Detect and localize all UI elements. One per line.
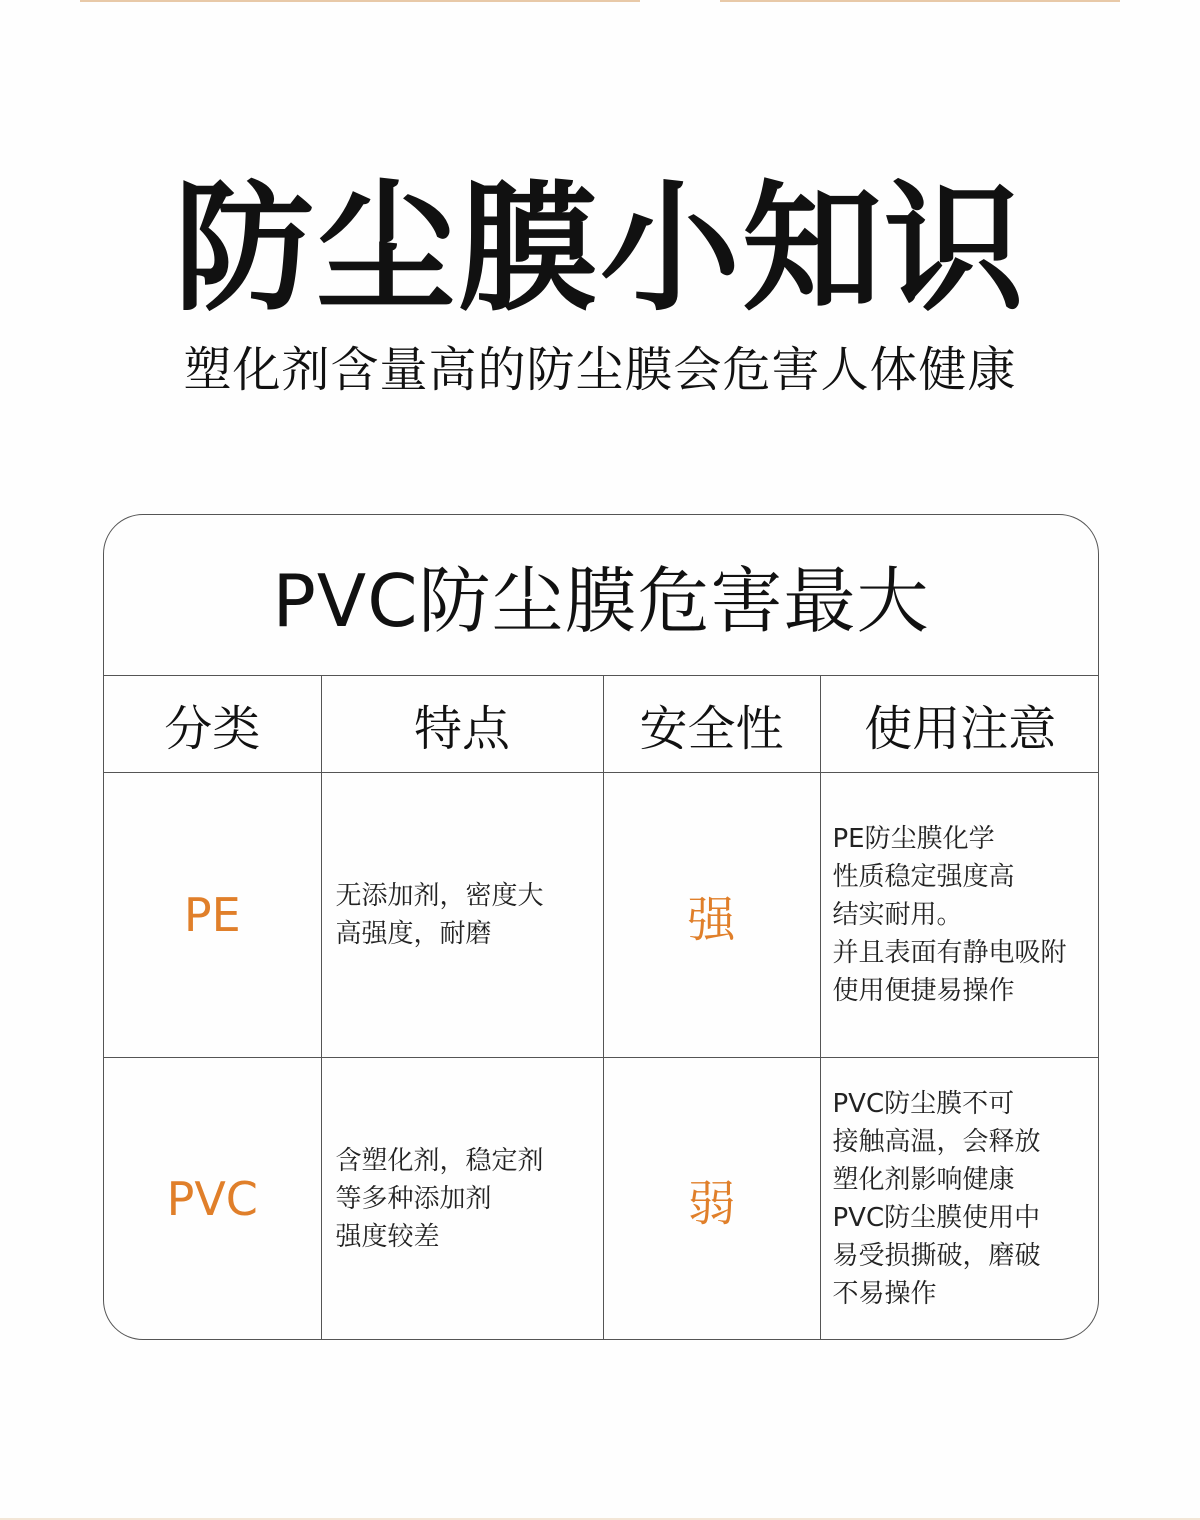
feature-line: 高强度，耐磨 xyxy=(335,919,492,949)
table-header-row xyxy=(104,676,1099,773)
category-cell: PVC xyxy=(104,1058,321,1341)
top-decor-line-right xyxy=(720,0,1120,2)
features-cell xyxy=(321,1058,603,1341)
note-line: 不易操作 xyxy=(832,1279,937,1309)
note-line: 性质稳定强度高 xyxy=(832,862,1015,892)
feature-line: 等多种添加剂 xyxy=(335,1184,492,1214)
column-header-category: 分类 xyxy=(104,676,321,773)
note-line: 塑化剂影响健康 xyxy=(832,1165,1015,1195)
feature-line: 强度较差 xyxy=(335,1222,440,1252)
features-cell xyxy=(321,773,603,1058)
note-line: 结实耐用。 xyxy=(832,900,963,930)
note-line: 易受损撕破，磨破 xyxy=(832,1241,1041,1271)
table-row xyxy=(104,1058,1099,1341)
safety-cell: 弱 xyxy=(603,1058,820,1341)
comparison-card xyxy=(103,514,1099,1340)
note-line: PVC防尘膜不可 xyxy=(832,1089,1015,1119)
page-subtitle: 塑化剂含量高的防尘膜会危害人体健康 xyxy=(183,342,1017,398)
feature-line: 无添加剂，密度大 xyxy=(335,881,544,911)
comparison-table xyxy=(104,676,1099,1340)
category-cell: PE xyxy=(104,773,321,1058)
notes-cell xyxy=(820,773,1099,1058)
note-line: 并且表面有静电吸附 xyxy=(832,938,1067,968)
note-line: 使用便捷易操作 xyxy=(832,976,1015,1006)
note-line: PVC防尘膜使用中 xyxy=(832,1203,1041,1233)
page-title: 防尘膜小知识 xyxy=(173,168,1026,331)
card-title: PVC防尘膜危害最大 xyxy=(104,515,1098,676)
note-line: PE防尘膜化学 xyxy=(832,824,995,854)
table-row xyxy=(104,773,1099,1058)
column-header-safety: 安全性 xyxy=(603,676,820,773)
feature-line: 含塑化剂，稳定剂 xyxy=(335,1146,544,1176)
column-header-features: 特点 xyxy=(321,676,603,773)
note-line: 接触高温，会释放 xyxy=(832,1127,1041,1157)
column-header-notes: 使用注意 xyxy=(820,676,1099,773)
safety-cell: 强 xyxy=(603,773,820,1058)
notes-cell xyxy=(820,1058,1099,1341)
top-decor-line-left xyxy=(80,0,640,2)
